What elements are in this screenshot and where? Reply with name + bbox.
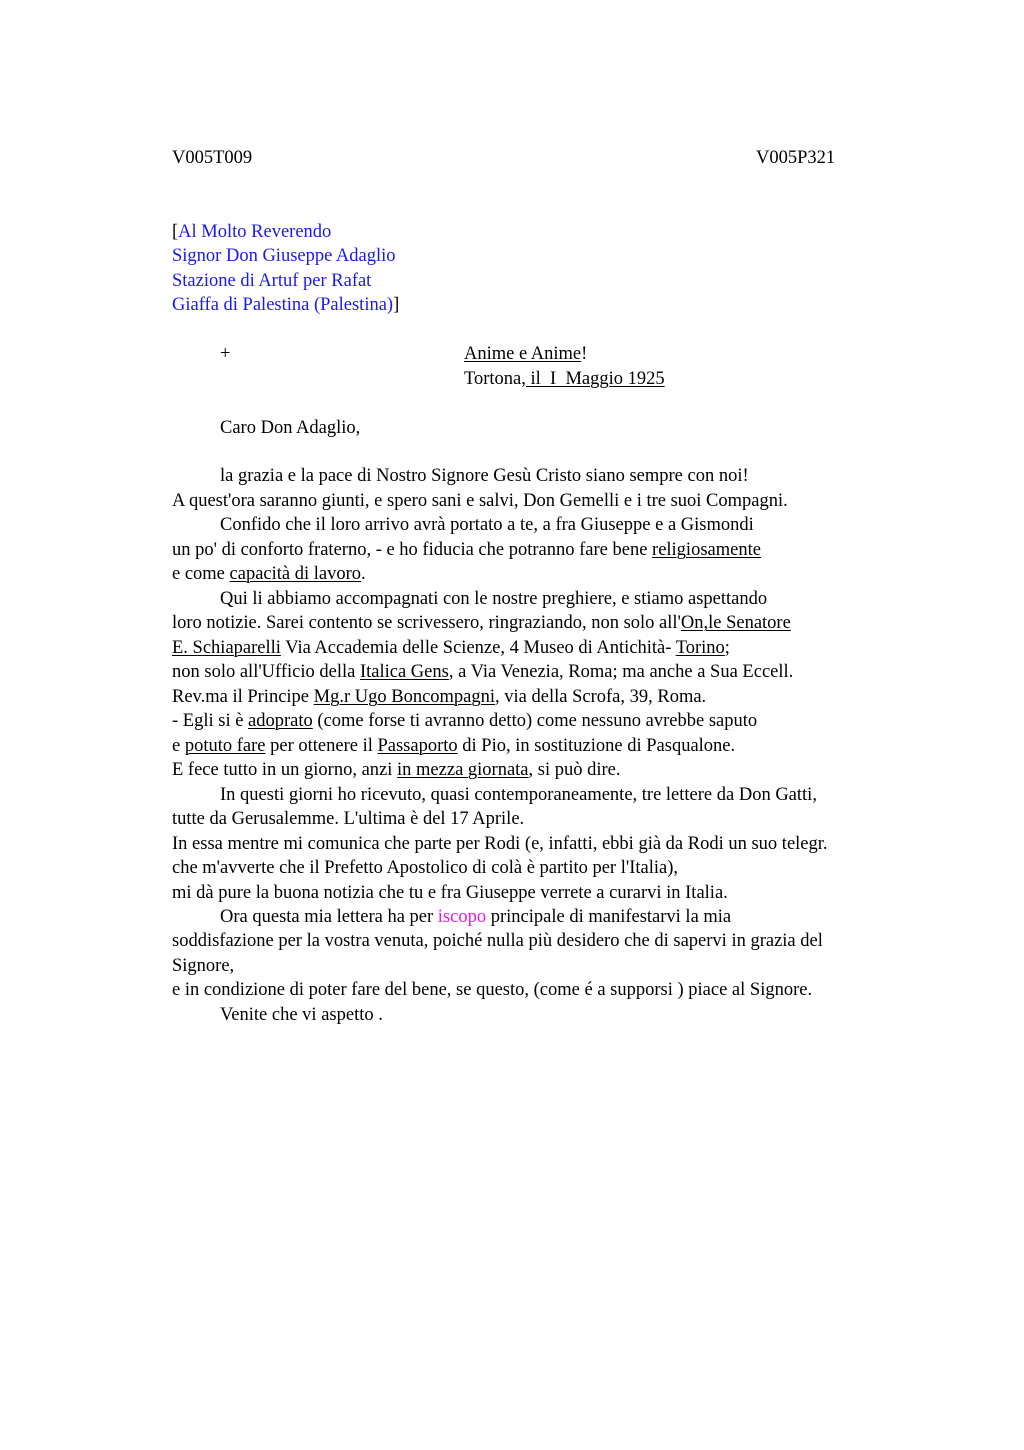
body-line (220, 905, 731, 929)
underlined-text: E. Schiaparelli (172, 638, 281, 658)
body-line (172, 685, 706, 709)
body-line: Qui li abbiamo accompagnati con le nostre preghiere, e stiamo aspettando (220, 589, 768, 609)
body-line: e in condizione di poter fare del bene, se questo, (come é a supporsi ) piace al Signore. (172, 980, 813, 1000)
address-text: Giaffa di Palestina (Palestina) (172, 295, 394, 315)
motto-exclamation: ! (581, 344, 588, 364)
text-run: E fece tutto in un giorno, anzi (172, 760, 398, 780)
salutation: Caro Don Adaglio, (220, 418, 361, 438)
text-run: un po' di conforto fraterno, - e ho fiducia che potranno fare bene (172, 540, 653, 560)
underlined-text: On,le Senatore (680, 613, 791, 633)
close-bracket: ] (393, 295, 400, 315)
underlined-text: Mg.r Ugo Boncompagni (313, 687, 496, 707)
body-line: mi dà pure la buona notizia che tu e fra Giuseppe verrete a curarvi in Italia. (172, 883, 728, 903)
text-run: Rev.ma il Principe (172, 687, 314, 707)
body-line (172, 562, 366, 586)
place-date (464, 367, 665, 391)
underlined-text: Torino (675, 638, 725, 658)
body-line: In essa mentre mi comunica che parte per Rodi (e, infatti, ebbi già da Rodi un suo telegr. (172, 834, 828, 854)
body-line: Confido che il loro arrivo avrà portato a te, a fra Giuseppe e a Gismondi (220, 515, 754, 535)
place: Tortona, (464, 369, 526, 389)
body-line (172, 538, 761, 562)
body-line (172, 734, 735, 758)
underlined-text: potuto fare (184, 736, 266, 756)
address-line-1 (172, 220, 331, 244)
text-run: (come forse ti avranno detto) come nessuno avrebbe saputo (312, 711, 758, 731)
text-run: - Egli si è (172, 711, 249, 731)
body-line: tutte da Gerusalemme. L'ultima è del 17 Aprile. (172, 809, 525, 829)
underlined-text: capacità di lavoro (229, 564, 362, 584)
text-run: principale di manifestarvi la mia (486, 907, 732, 927)
body-line (172, 636, 730, 660)
body-line (172, 611, 791, 635)
motto-text: Anime e Anime (464, 344, 582, 364)
text-run: , via della Scrofa, 39, Roma. (495, 687, 707, 707)
closing-line: Venite che vi aspetto . (220, 1005, 383, 1025)
text-run: non solo all'Ufficio della (172, 662, 360, 682)
text-run: loro notizie. Sarei contento se scrivessero, ringraziando, non solo all' (172, 613, 681, 633)
document-code-right: V005P321 (756, 148, 836, 168)
cross-mark: + (220, 344, 231, 364)
underlined-text: religiosamente (652, 540, 761, 560)
address-line-2: Signor Don Giuseppe Adaglio (172, 246, 396, 266)
text-run: Via Accademia delle Scienze, 4 Museo di Antichità- (280, 638, 676, 658)
address-line-4 (172, 293, 399, 317)
body-line: che m'avverte che il Prefetto Apostolico di colà è partito per l'Italia), (172, 858, 678, 878)
highlighted-word: iscopo (437, 907, 487, 927)
text-run: , si può dire. (528, 760, 621, 780)
text-run: per ottenere il (265, 736, 378, 756)
text-run: . (361, 564, 366, 584)
underlined-text: Italica Gens (359, 662, 449, 682)
body-line: Signore, (172, 956, 235, 976)
underlined-text: adoprato (248, 711, 313, 731)
body-line: soddisfazione per la vostra venuta, poiché nulla più desidero che di sapervi in grazia del (172, 931, 823, 951)
body-line (172, 660, 793, 684)
text-run: , a Via Venezia, Roma; ma anche a Sua Eccell. (448, 662, 794, 682)
address-line-3: Stazione di Artuf per Rafat (172, 271, 372, 291)
body-line: A quest'ora saranno giunti, e spero sani e salvi, Don Gemelli e i tre suoi Compagni. (172, 491, 788, 511)
body-line: la grazia e la pace di Nostro Signore Gesù Cristo siano sempre con noi! (220, 466, 749, 486)
text-run: Ora questa mia lettera ha per (220, 907, 438, 927)
body-line (172, 709, 757, 733)
text-run: ; (724, 638, 730, 658)
text-run: e come (172, 564, 230, 584)
open-bracket: [ (172, 222, 179, 242)
text-run: e (172, 736, 185, 756)
address-text: Al Molto Reverendo (178, 222, 332, 242)
body-line (172, 758, 621, 782)
motto (464, 342, 587, 366)
body-line: In questi giorni ho ricevuto, quasi contemporaneamente, tre lettere da Don Gatti, (220, 785, 817, 805)
underlined-text: Passaporto (377, 736, 458, 756)
underlined-text: in mezza giornata (397, 760, 529, 780)
date: il I Maggio 1925 (525, 369, 665, 389)
document-code-left: V005T009 (172, 148, 253, 168)
text-run: di Pio, in sostituzione di Pasqualone. (457, 736, 736, 756)
